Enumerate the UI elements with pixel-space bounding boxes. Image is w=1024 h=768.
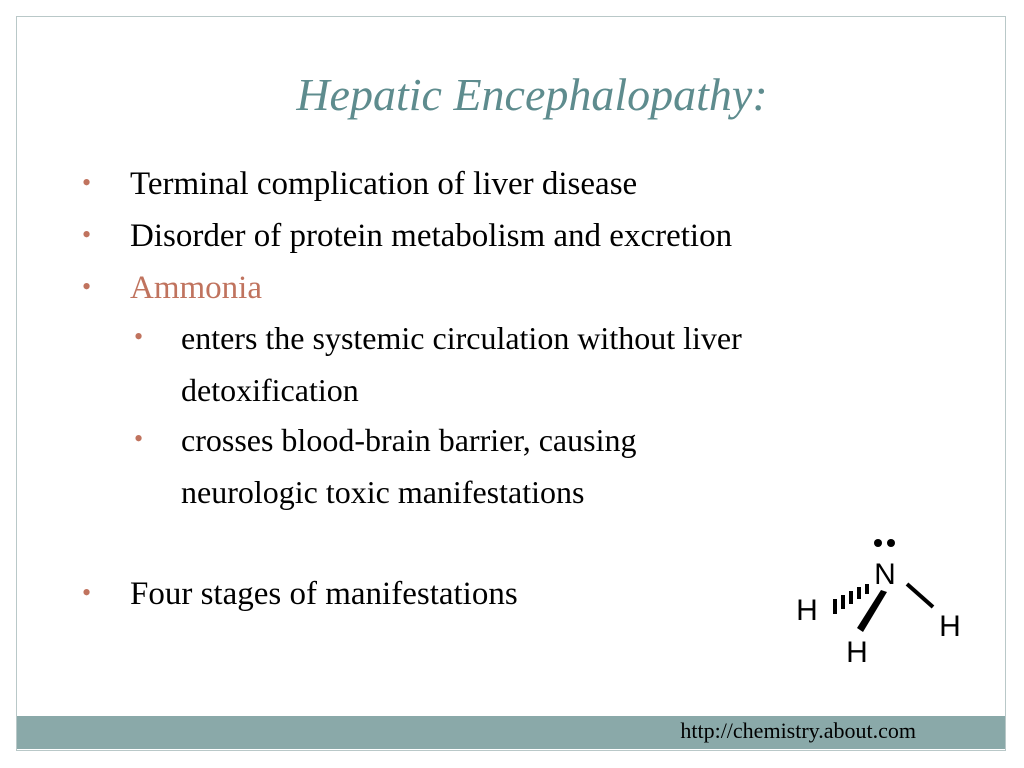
hashed-wedge-bond	[835, 584, 867, 614]
atom-nitrogen: N	[874, 558, 896, 591]
bullet-four-stages: Four stages of manifestations	[130, 576, 518, 612]
solid-wedge-bond	[857, 590, 887, 632]
bullet-protein-metabolism: Disorder of protein metabolism and excretion	[130, 218, 733, 254]
atom-hydrogen-right: H	[939, 610, 961, 643]
sub-bullet-systemic-circulation: enters the systemic circulation without liver	[181, 320, 742, 356]
sub-bullet-dot: •	[134, 322, 144, 351]
sub-bullet-blood-brain-barrier: crosses blood-brain barrier, causing	[181, 422, 637, 458]
single-bond	[907, 584, 933, 607]
lone-pair-electron	[887, 539, 895, 547]
footer-source-url: http://chemistry.about.com	[680, 718, 916, 743]
sub-bullet-systemic-circulation-cont: detoxification	[181, 372, 359, 408]
ammonia-molecule-diagram	[785, 532, 975, 667]
sub-bullet-blood-brain-barrier-cont: neurologic toxic manifestations	[181, 474, 585, 510]
slide-title: Hepatic Encephalopathy:	[296, 69, 768, 120]
atom-hydrogen-bottom: H	[846, 636, 868, 667]
bullet-ammonia: Ammonia	[130, 270, 262, 306]
bullet-terminal-complication: Terminal complication of liver disease	[130, 166, 638, 202]
bullet-dot: •	[82, 168, 92, 197]
atom-hydrogen-left: H	[796, 594, 818, 627]
bullet-dot: •	[82, 272, 92, 301]
sub-bullet-dot: •	[134, 424, 144, 453]
bullet-dot: •	[82, 578, 92, 607]
lone-pair-electron	[874, 539, 882, 547]
bullet-dot: •	[82, 220, 92, 249]
